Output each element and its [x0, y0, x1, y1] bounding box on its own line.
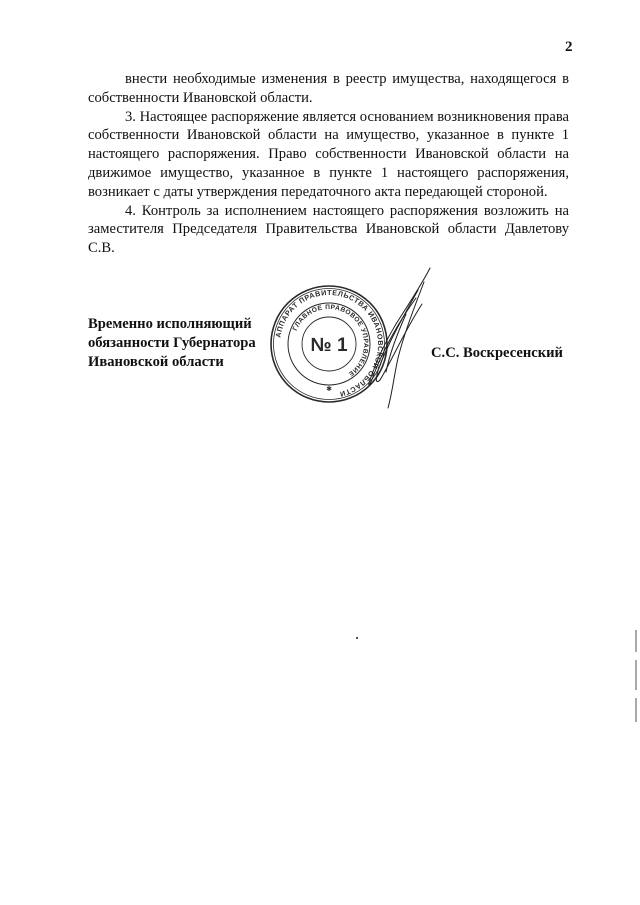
seal-number: № 1 [310, 335, 348, 356]
signatory-name: С.С. Воскресенский [431, 345, 563, 361]
paragraph-3: 3. Настоящее распоряжение является основанием возникновения права собственности Ивановской области на имущество, указанное в пункте 1 настоящего распоряжения. Право собственности Ивановской области на движимое имущество, указанное в пункте 1 настоящего распоряжения, возникает с даты утверждения передаточного акта передающей стороной. [88, 108, 569, 200]
svg-text:✱: ✱ [326, 385, 332, 393]
paragraph-4: 4. Контроль за исполнением настоящего распоряжения возложить на заместителя Председателя Правительства Ивановской области Давлетову С.В. [88, 202, 569, 257]
signatory-title-line: обязанности Губернатора [88, 334, 256, 351]
paragraph-continued: внести необходимые изменения в реестр имущества, находящегося в собственности Ивановской области. [88, 71, 569, 106]
seal-outer-text: АППАРАТ ПРАВИТЕЛЬСТВА ИВАНОВСКОЙ ОБЛАСТИ [273, 287, 386, 399]
signatory-title-line: Временно исполняющий [88, 316, 252, 332]
handwritten-signature-icon [340, 262, 440, 412]
document-body [88, 70, 569, 258]
signatory-title-line: Ивановской области [88, 353, 224, 370]
signatory-title [88, 315, 256, 371]
page-number: 2 [565, 39, 573, 55]
scan-artifact [356, 637, 358, 639]
scan-edge-marks [633, 630, 639, 725]
seal-inner-text: ГЛАВНОЕ ПРАВОВОЕ УПРАВЛЕНИЕ [291, 303, 370, 378]
